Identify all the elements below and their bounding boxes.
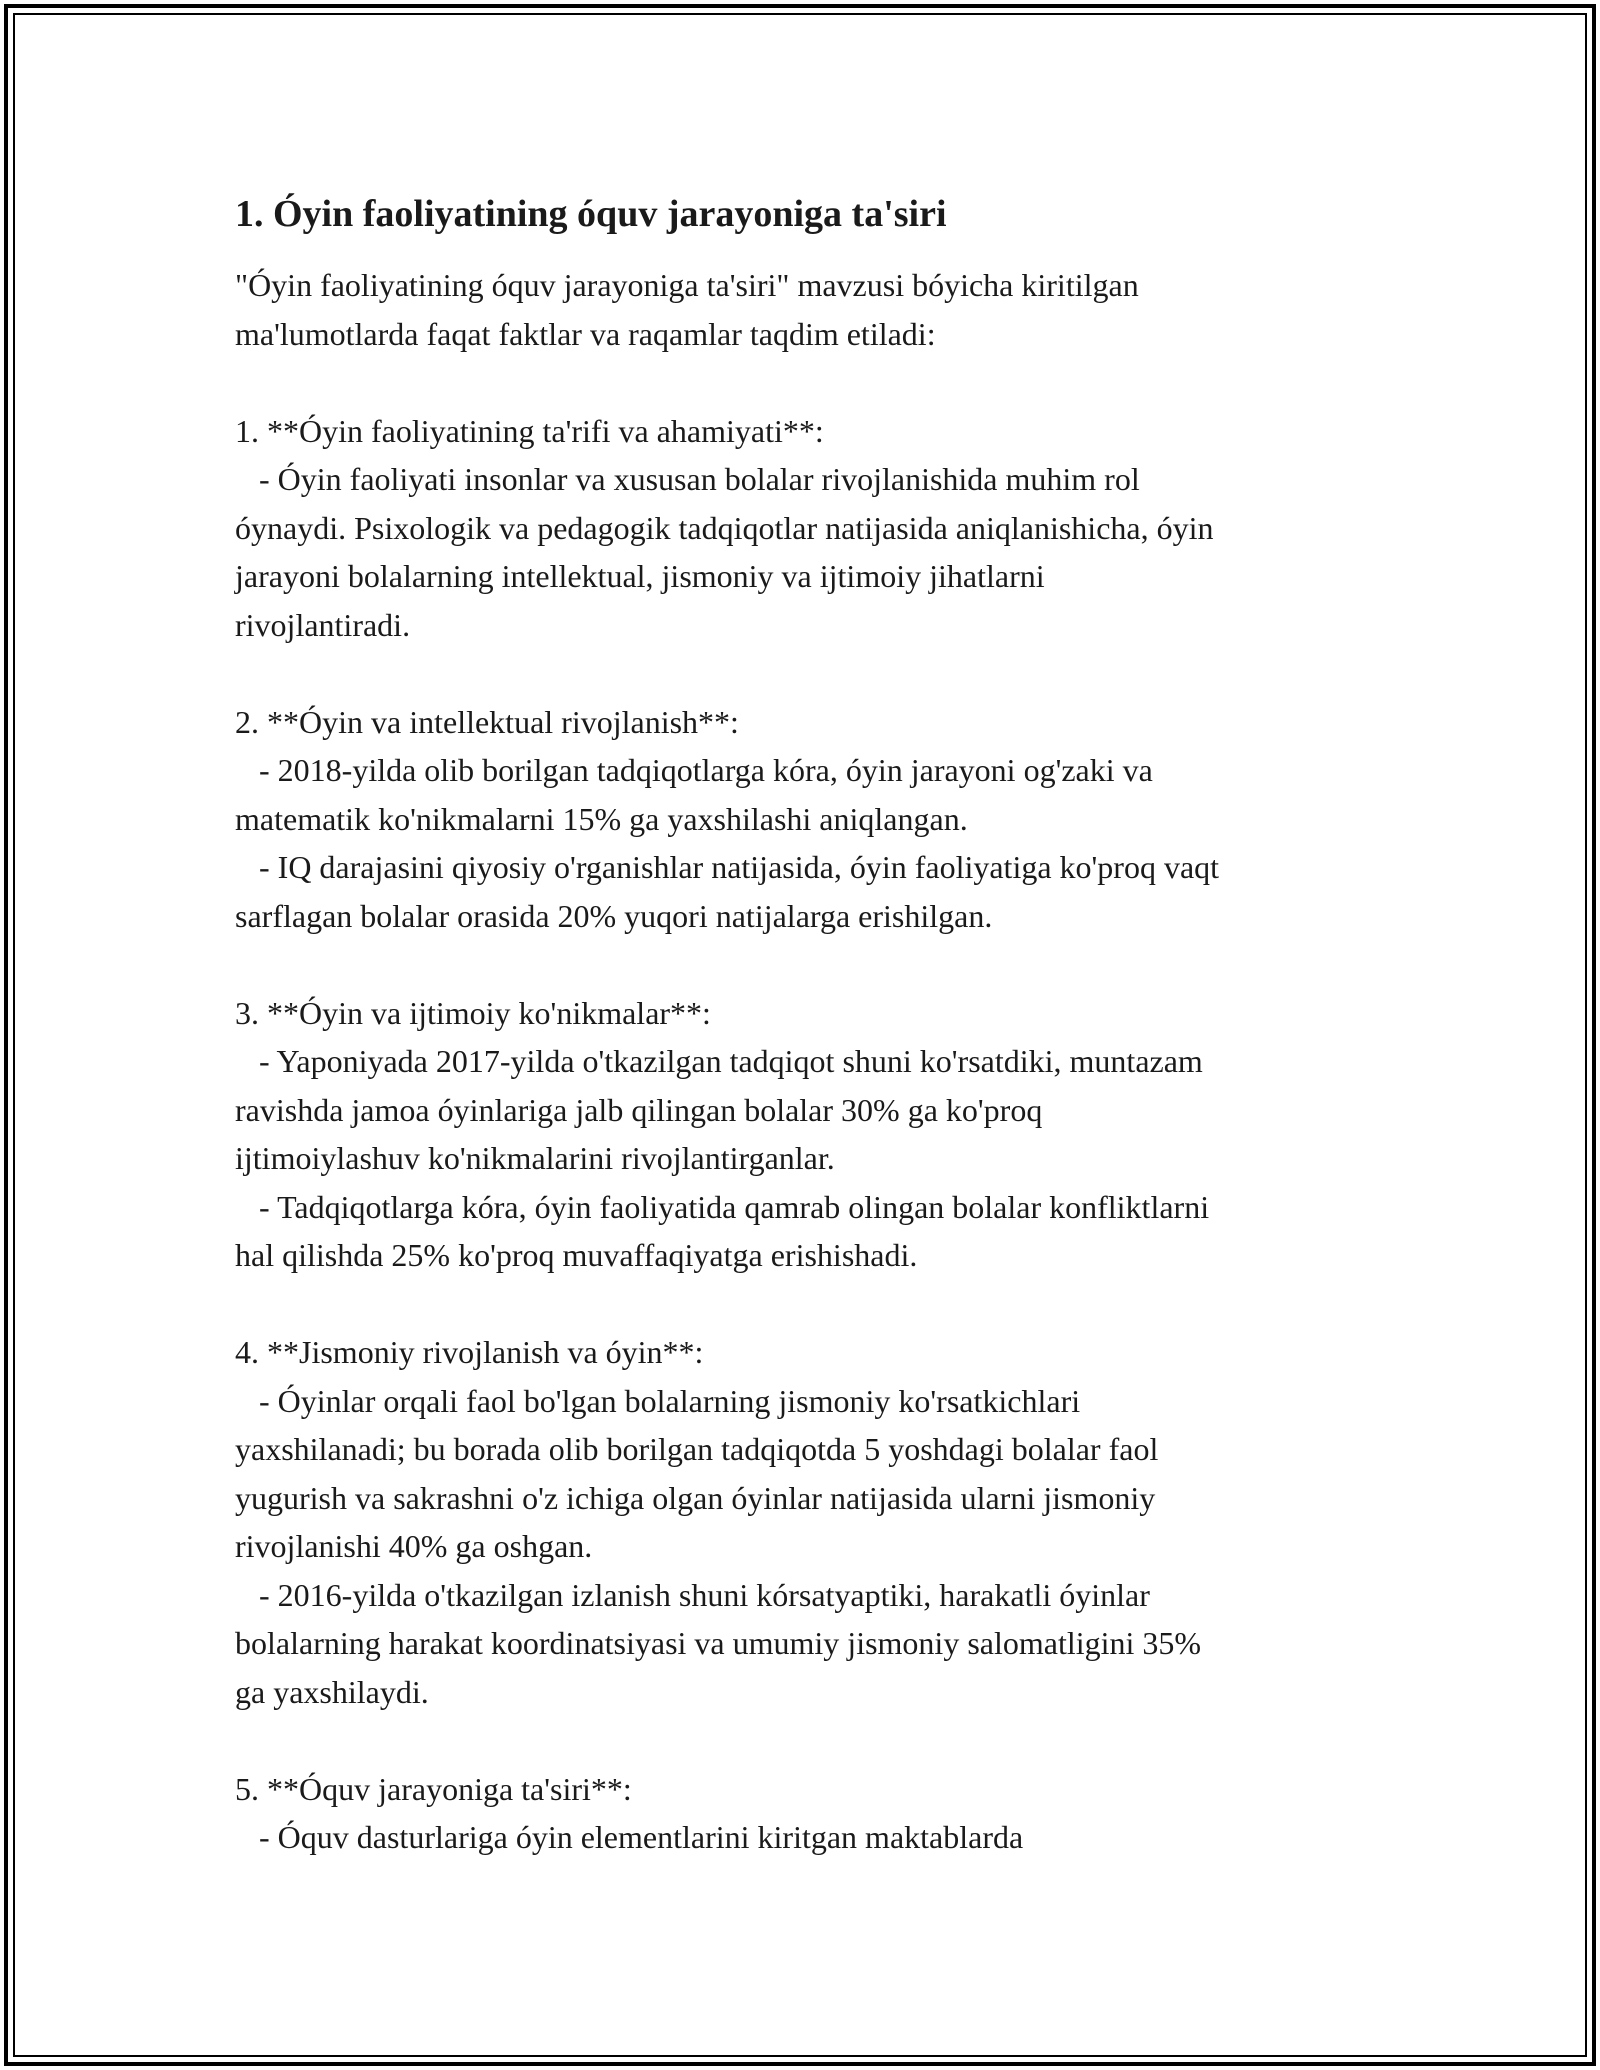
document-body: "Óyin faoliyatining óquv jarayoniga ta'siri" mavzusi bóyicha kiritilgan ma'lumotlarda faqat faktlar va raqamlar taqdim etiladi: 1. **Óyin faoliyatining ta'rifi va ahamiyati**: - Óyin faoliyati insonlar va xususan bolalar rivojlanishida muhim rol óynaydi. Psixologik va pedagogik tadqiqotlar natijasida aniqlanishicha, óyin jarayoni bolalarning intellektual, jismoniy va ijtimoiy jihatlarni rivojlantiradi. 2. **Óyin va intellektual rivojlanish**: - 2018-yilda olib borilgan tadqiqotlarga kóra, óyin jarayoni og'zaki va matematik ko'nikmalarni 15% ga yaxshilashi aniqlangan. - IQ darajasini qiyosiy o'rganishlar natijasida, óyin faoliyatiga ko'proq vaqt sarflagan bolalar orasida 20% yuqori natijalarga erishilgan. 3. **Óyin va ijtimoiy ko'nikmalar**: - Yaponiyada 2017-yilda o'tkazilgan tadqiqot shuni ko'rsatdiki, muntazam ravishda jamoa óyinlariga jalb qilingan bolalar 30% ga ko'proq ijtimoiylashuv ko'nikmalarini rivojlantirganlar. - Tadqiqotlarga kóra, óyin faoliyatida qamrab olingan bolalar konfliktlarni hal qilishda 25% ko'proq muvaffaqiyatga erishishadi. 4. **Jismoniy rivojlanish va óyin**: - Óyinlar orqali faol bo'lgan bolalarning jismoniy ko'rsatkichlari yaxshilanadi; bu borada olib borilgan tadqiqotda 5 yoshdagi bolalar faol yugurish va sakrashni o'z ichiga olgan óyinlar natijasida ularni jismoniy rivojlanishi 40% ga oshgan. - 2016-yilda o'tkazilgan izlanish shuni kórsatyaptiki, harakatli óyinlar bolalarning harakat koordinatsiyasi va umumiy jismoniy salomatligini 35% ga yaxshilaydi. 5. **Óquv jarayoniga ta'siri**: - Óquv dasturlariga óyin elementlarini kiritgan maktablarda [235, 267, 1220, 1855]
document-title: 1. Óyin faoliyatining óquv jarayoniga ta'siri [235, 193, 947, 235]
document-content [235, 190, 1375, 1862]
